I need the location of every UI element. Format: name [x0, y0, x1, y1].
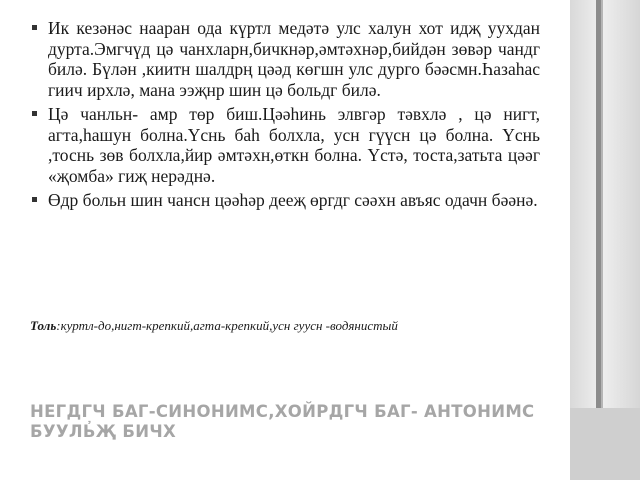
bullet-text: Өдр больн шин чансн цәәһәр дееҗ өргдг сәәхн авъяс одачн бәәнә. [48, 190, 538, 210]
vocabulary-label: Толь [30, 318, 57, 333]
bullet-list [48, 18, 540, 215]
bullet-item [48, 190, 540, 211]
bullet-item [48, 18, 540, 100]
bullet-marker-icon [32, 111, 37, 116]
bullet-item [48, 104, 540, 186]
bullet-text: Цә чанльн- амр төр биш.Цәәһинь элвгәр тәвхлә , цә нигт, агта,һашун болна.Үснь баһ болхла, усн гүүсн цә болна. Үснь ,тоснь зөв болхла,йир әмтәхн,өткн болна. Үстә, тоста,затьта цәәг «җомба» гиҗ нерәднә. [48, 104, 540, 186]
decorative-corner-block [570, 408, 640, 480]
slide-task-title: НЕГДГЧ БАГ-СИНОНИМС,ХОЙРДГЧ БАГ- АНТОНИМС БУУЛЬ҆Җ БИЧХ [30, 402, 535, 441]
vocabulary-text: :куртл-до,нигт-крепкий,агта-крепкий,усн гуусн -водянистый [56, 318, 398, 333]
bullet-text: Ик кезәнәс нааран ода күртл медәтә улс халун хот идҗ уухдан дурта.Эмгчүд цә чанхларн,бичкнәр,әмтәхнәр,бийдән зөвәр чандг билә. Бүлән ,киитн шалдрң цәәд көгшн улс дурго бәәсмн.Һазаһас гиич ирхлә, мана ээҗнр шин цә больдг билә. [48, 18, 540, 100]
bullet-marker-icon [32, 197, 37, 202]
bullet-marker-icon [32, 25, 37, 30]
vocabulary-note [30, 318, 540, 334]
